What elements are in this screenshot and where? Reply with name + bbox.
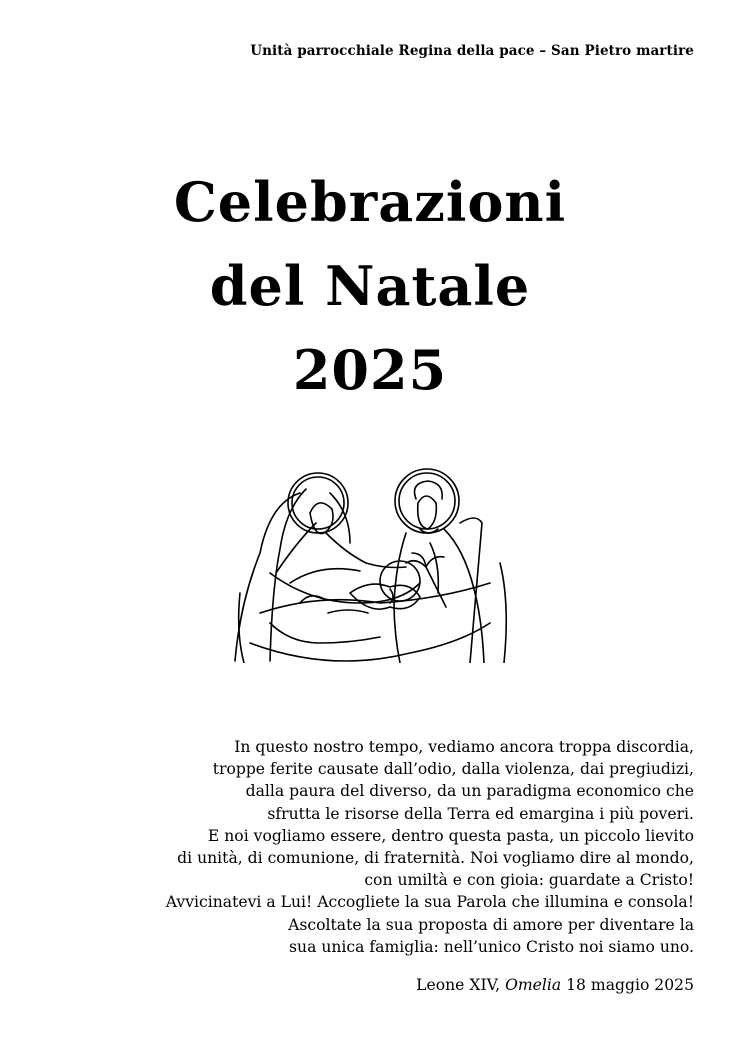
quote-text <box>166 736 694 958</box>
quote-attribution <box>416 976 694 994</box>
quote-line: di unità, di comunione, di fraternità. Noi vogliamo dire al mondo, <box>177 849 694 868</box>
attribution-work: Omelia <box>505 976 562 994</box>
title-line-2: del Natale <box>209 254 531 318</box>
quote-line: dalla paura del diverso, da un paradigma economico che <box>245 782 694 801</box>
quote-line: troppe ferite causate dall’odio, dalla violenza, dai pregiudizi, <box>212 760 694 779</box>
quote-line: sfrutta le risorse della Terra ed emargina i più poveri. <box>267 804 694 823</box>
attribution-date: 18 maggio 2025 <box>566 976 694 994</box>
quote-line: con umiltà e con gioia: guardate a Cristo! <box>364 871 694 890</box>
quote-line: sua unica famiglia: nell’unico Cristo noi siamo uno. <box>289 937 694 956</box>
title-line-3: 2025 <box>292 338 448 402</box>
quote-line: E noi vogliamo essere, dentro questa pasta, un piccolo lievito <box>207 826 694 845</box>
attribution-author: Leone XIV, <box>416 976 501 994</box>
page-title <box>0 160 740 412</box>
holy-family-nativity-icon <box>230 463 512 663</box>
quote-line: In questo nostro tempo, vediamo ancora troppa discordia, <box>234 738 694 756</box>
title-line-1: Celebrazioni <box>173 170 567 234</box>
parish-header: Unità parrocchiale Regina della pace – San Pietro martire <box>250 43 694 59</box>
quote-line: Ascoltate la sua proposta di amore per diventare la <box>288 915 694 934</box>
quote-line: Avvicinatevi a Lui! Accogliete la sua Parola che illumina e consola! <box>165 893 694 912</box>
